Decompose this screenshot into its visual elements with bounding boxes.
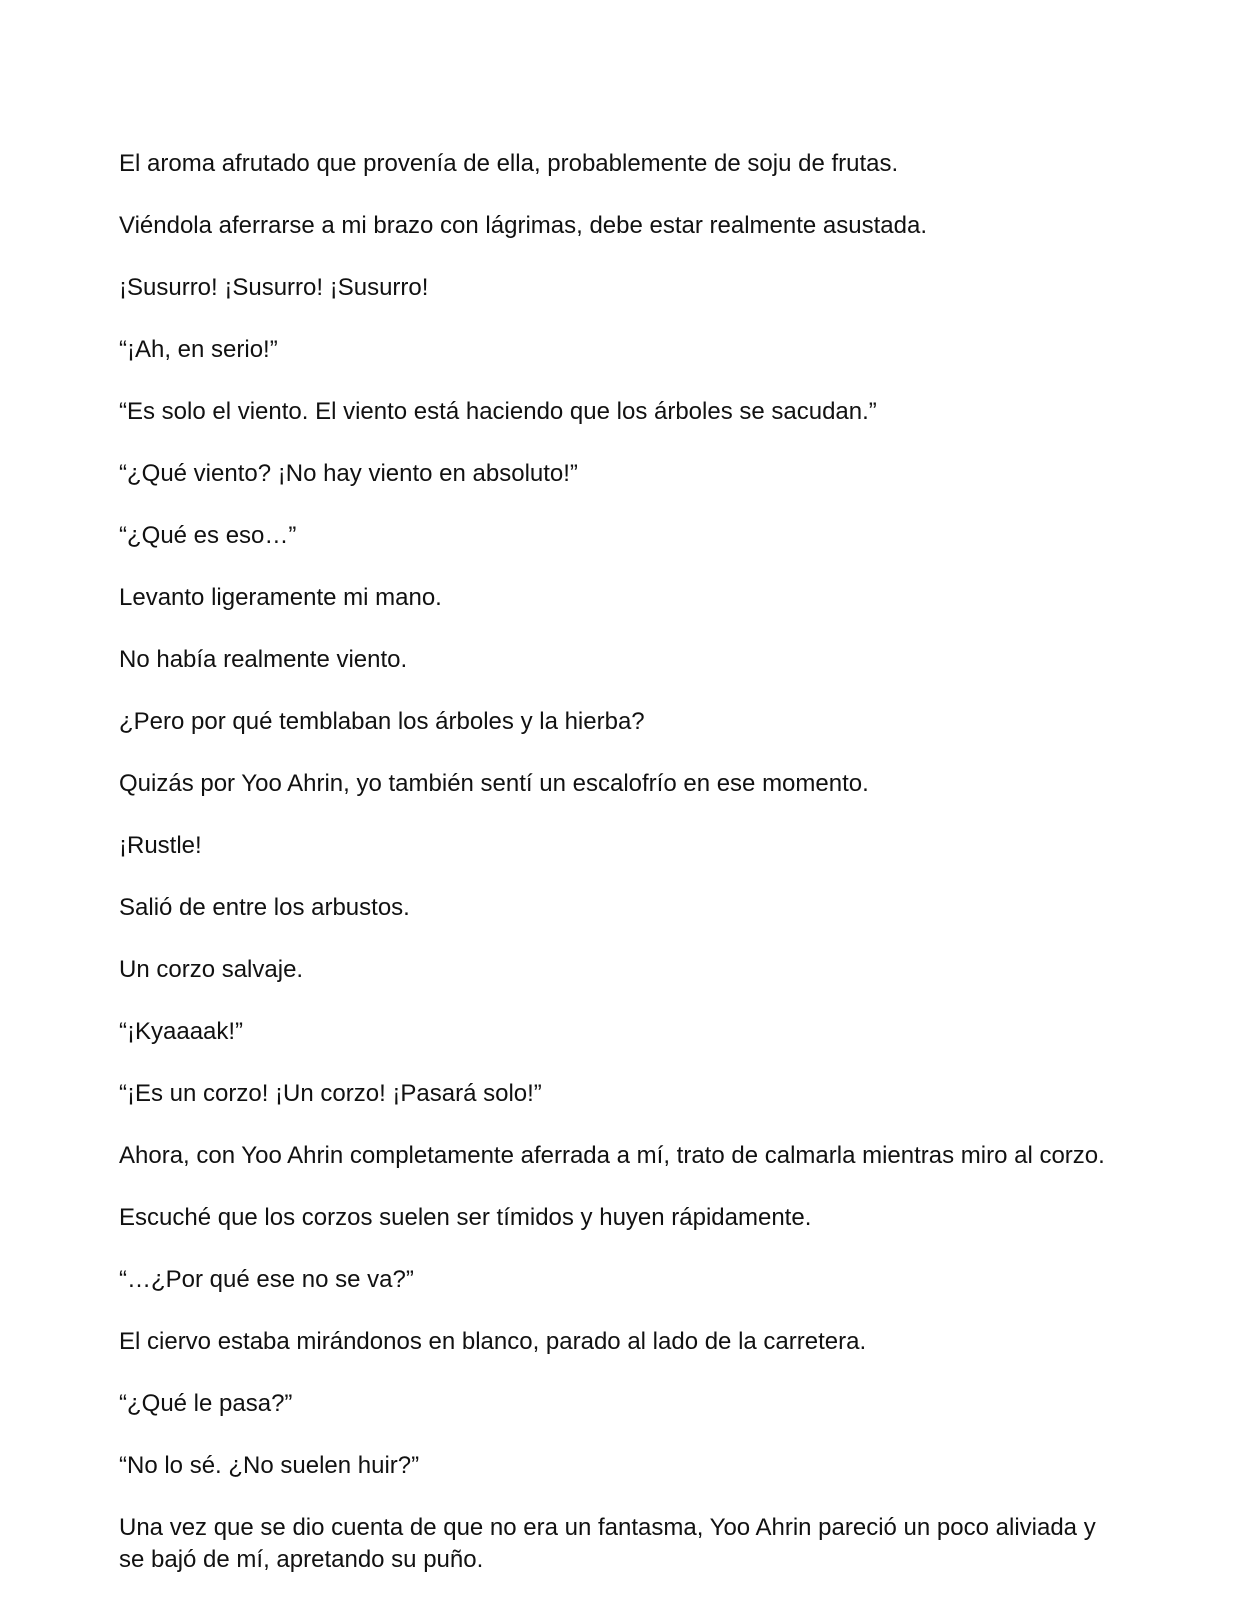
paragraph: “Es solo el viento. El viento está haciendo que los árboles se sacudan.” (119, 398, 877, 425)
paragraph: Levanto ligeramente mi mano. (119, 584, 442, 611)
paragraph: ¿Pero por qué temblaban los árboles y la hierba? (119, 708, 645, 735)
paragraph: Escuché que los corzos suelen ser tímidos y huyen rápidamente. (119, 1204, 812, 1231)
paragraph: “¡Ah, en serio!” (119, 336, 278, 363)
paragraph: Quizás por Yoo Ahrin, yo también sentí un escalofrío en ese momento. (119, 770, 869, 797)
paragraph: “¡Es un corzo! ¡Un corzo! ¡Pasará solo!” (119, 1080, 542, 1107)
paragraph: “¡Kyaaaak!” (119, 1018, 244, 1045)
paragraph: “No lo sé. ¿No suelen huir?” (119, 1452, 420, 1479)
paragraph: Salió de entre los arbustos. (119, 894, 410, 921)
paragraph: Un corzo salvaje. (119, 956, 304, 983)
paragraph: Viéndola aferrarse a mi brazo con lágrimas, debe estar realmente asustada. (119, 212, 927, 239)
paragraph: “¿Qué le pasa?” (119, 1390, 293, 1417)
paragraph: El aroma afrutado que provenía de ella, probablemente de soju de frutas. (119, 150, 899, 177)
paragraph: El ciervo estaba mirándonos en blanco, parado al lado de la carretera. (119, 1328, 867, 1355)
paragraph: ¡Susurro! ¡Susurro! ¡Susurro! (119, 274, 429, 301)
paragraph: No había realmente viento. (119, 646, 408, 673)
document-body (119, 148, 1119, 1606)
paragraph: “…¿Por qué ese no se va?” (119, 1266, 414, 1293)
paragraph: “¿Qué viento? ¡No hay viento en absoluto!” (119, 460, 578, 487)
paragraph: ¡Rustle! (119, 832, 202, 859)
paragraph: “¿Qué es eso…” (119, 522, 297, 549)
paragraph: Una vez que se dio cuenta de que no era un fantasma, Yoo Ahrin pareció un poco aliviada y se bajó de mí, apretando su puño. (119, 1514, 1096, 1573)
paragraph: Ahora, con Yoo Ahrin completamente aferrada a mí, trato de calmarla mientras miro al corzo. (119, 1142, 1105, 1169)
